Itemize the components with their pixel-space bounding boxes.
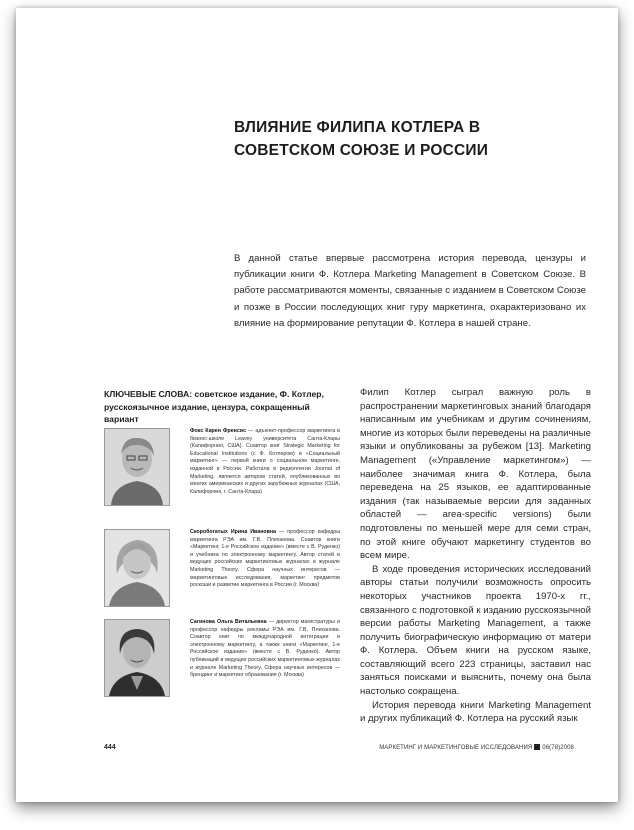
author-card (104, 529, 344, 619)
author-photo (104, 619, 170, 697)
article-title: ВЛИЯНИЕ ФИЛИПА КОТЛЕРА В СОВЕТСКОМ СОЮЗЕ И РОССИИ (234, 119, 489, 159)
author-name: Сагинова Ольга Витальевна (190, 619, 267, 625)
journal-footer (379, 744, 574, 751)
page-number: 444 (104, 744, 116, 751)
article-abstract: В данной статье впервые рассмотрена история перевода, цензуры и публикации книги Ф. Котлера Marketing Management в Советском Союзе. В работе рассматриваются моменты, связанные с изданием в Советском Союзе и позже в России последующих книг гуру маркетинга, охарактеризовано их влияние на формирование репутации Ф. Котлера в нашей стране. (234, 253, 586, 329)
author-name: Фокс Карен Френсис (190, 428, 247, 434)
square-bullet-icon (534, 744, 540, 750)
author-card (104, 619, 344, 709)
author-card (104, 428, 344, 518)
body-paragraph: В ходе проведения исторических исследований авторы статьи получили возможность опросить некоторых участников проекта 1970-х гг., связанного с подготовкой к изданию русскоязычной версии работы Marketing Management, а также получить биографическую информацию от матери Ф. Котлера. Объем книги на русском языке, составляющий всего 223 страницы, заставил нас заняться поисками и выяснить, почему она была настолько сокращена. (360, 563, 591, 698)
body-paragraph: История перевода книги Marketing Management и других публикаций Ф. Котлера на русский язык (360, 699, 591, 725)
journal-page (16, 8, 618, 802)
keywords: КЛЮЧЕВЫЕ СЛОВА: советское издание, Ф. Котлер, русскоязычное издание, цензура, сокращенный вариант (104, 389, 324, 424)
body-paragraph: Филип Котлер сыграл важную роль в распространении маркетинговых знаний благодаря написанным им учебникам и другим сочинениям, многие из которых были переведены на различные языки и опубликованы за рубежом [13]. Marketing Management («Управление маркетингом») — наиболее значимая книга Ф. Котлера, была переведена на 25 языков, ее адаптированные издания (так называемые версии для заданных областей — area-specific versions) были подготовлены по меньшей мере для семи стран, по этой книге обучают маркетингу студентов во всем мире. (360, 387, 591, 562)
article-body (360, 386, 591, 726)
author-bio: Сагинова Ольга Витальевна — директор магистратуры и профессор кафедры рекламы РЭА им. Г.В. Плеханова. Соавтор книг по международной интеграции и электронному маркетингу, а также книги «Маркетинг, 1-е Российское издание» (вместе с В. Руденко). Автор публикаций в ведущих российских маркетинговых журналах и журнале Marketing Theory. Сфера научных интересов — брендинг и маркетинг образования (г. Москва) (190, 619, 340, 679)
author-name: Скоробогатых Ирина Ивановна (190, 529, 277, 535)
author-bio: Скоробогатых Ирина Ивановна — профессор кафедры маркетинга РЭА им. Г.В. Плеханова. Соавтор книги «Маркетинг, 1-е Российское издание» (вместе с В. Руденко) и учебника по электронному маркетингу. Автор статей в ведущих российских маркетинговых журналах и журнале Marketing Theory. Сфера научных интересов — маркетинговые исследования, маркетинг предметов роскоши и развитие маркетинга в России (г. Москва) (190, 529, 341, 589)
journal-issue: 06(78)2008 (542, 745, 574, 751)
author-photo (104, 529, 170, 607)
author-photo (104, 428, 170, 506)
journal-name: МАРКЕТИНГ И МАРКЕТИНГОВЫЕ ИССЛЕДОВАНИЯ (379, 745, 533, 751)
author-bio: Фокс Карен Френсис — адъюнкт-профессор маркетинга в бизнес-школе Leavey университета Санта-Клары (Калифорния, США). Соавтор книг Strategic Marketing for Educational Institutions (с Ф. Котлером) и «Социальный маркетинг» — первой книги о социальном маркетинге, изданной в России. Работала в редколлегии Journal of Marketing, является автором статей, опубликованных во многих американских и других зарубежных журналах (США, Калифорния, г. Санта-Клара) (190, 428, 340, 495)
